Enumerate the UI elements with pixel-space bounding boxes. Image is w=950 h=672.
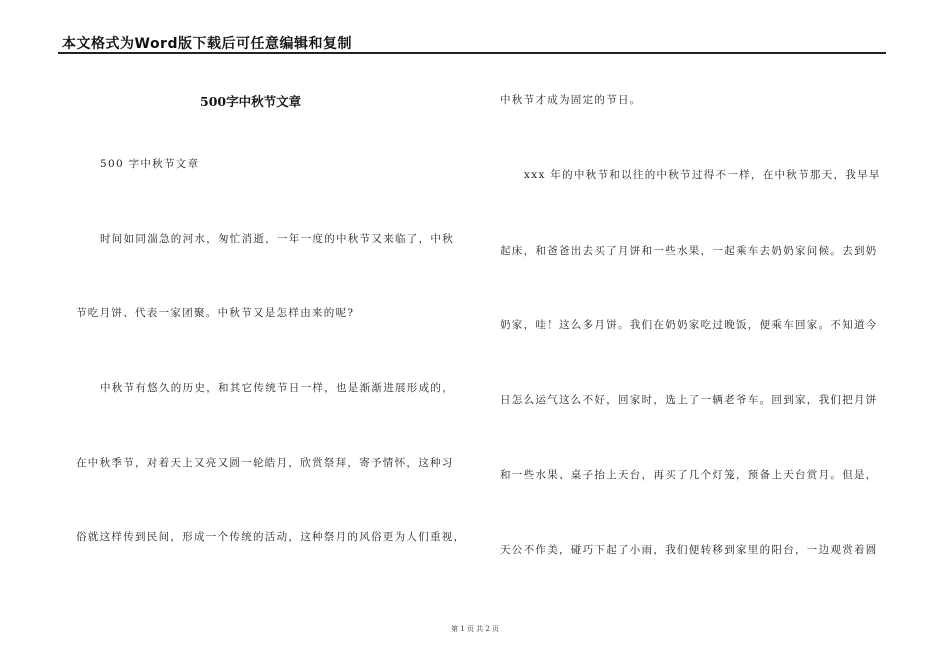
right-line-1: 中秋节才成为固定的节日。 [500, 94, 642, 106]
page-number: 第 1 页 共 2 页 [450, 625, 500, 633]
left-line-1: 500 字中秋节文章 [100, 158, 200, 170]
right-line-3: 起床，和爸爸出去买了月饼和一些水果，一起乘车去奶奶家问候。去到奶 [500, 245, 878, 257]
right-line-5: 日怎么运气这么不好，回家时，选上了一辆老爷车。回到家，我们把月饼 [500, 394, 878, 406]
left-line-2: 时间如同湍急的河水，匆忙消逝，一年一度的中秋节又来临了，中秋 [100, 233, 454, 245]
left-line-6: 俗就这样传到民间，形成一个传统的活动，这种祭月的风俗更为人们重视， [76, 531, 466, 543]
right-line-6: 和一些水果、桌子抬上天台，再买了几个灯笼，预备上天台赏月。但是， [500, 469, 878, 481]
right-line-4: 奶家，哇！这么多月饼。我们在奶奶家吃过晚饭，便乘车回家。不知道今 [500, 319, 878, 331]
document-banner: 本文格式为Word版下载后可任意编辑和复制 [62, 36, 352, 52]
right-line-7: 天公不作美，碰巧下起了小雨，我们便转移到家里的阳台，一边观赏着圆 [500, 544, 878, 556]
right-line-2: xxx 年的中秋节和以往的中秋节过得不一样，在中秋节那天，我早早 [524, 169, 881, 181]
left-line-3: 节吃月饼、代表一家团聚。中秋节又是怎样由来的呢? [76, 307, 355, 319]
left-line-5: 在中秋季节，对着天上又亮又圆一轮皓月，欣赏祭拜，寄予情怀，这种习 [76, 457, 454, 469]
left-line-4: 中秋节有悠久的历史，和其它传统节日一样，也是渐渐进展形成的， [100, 382, 454, 394]
header-divider [58, 52, 886, 54]
document-title: 500字中秋节文章 [200, 94, 302, 109]
